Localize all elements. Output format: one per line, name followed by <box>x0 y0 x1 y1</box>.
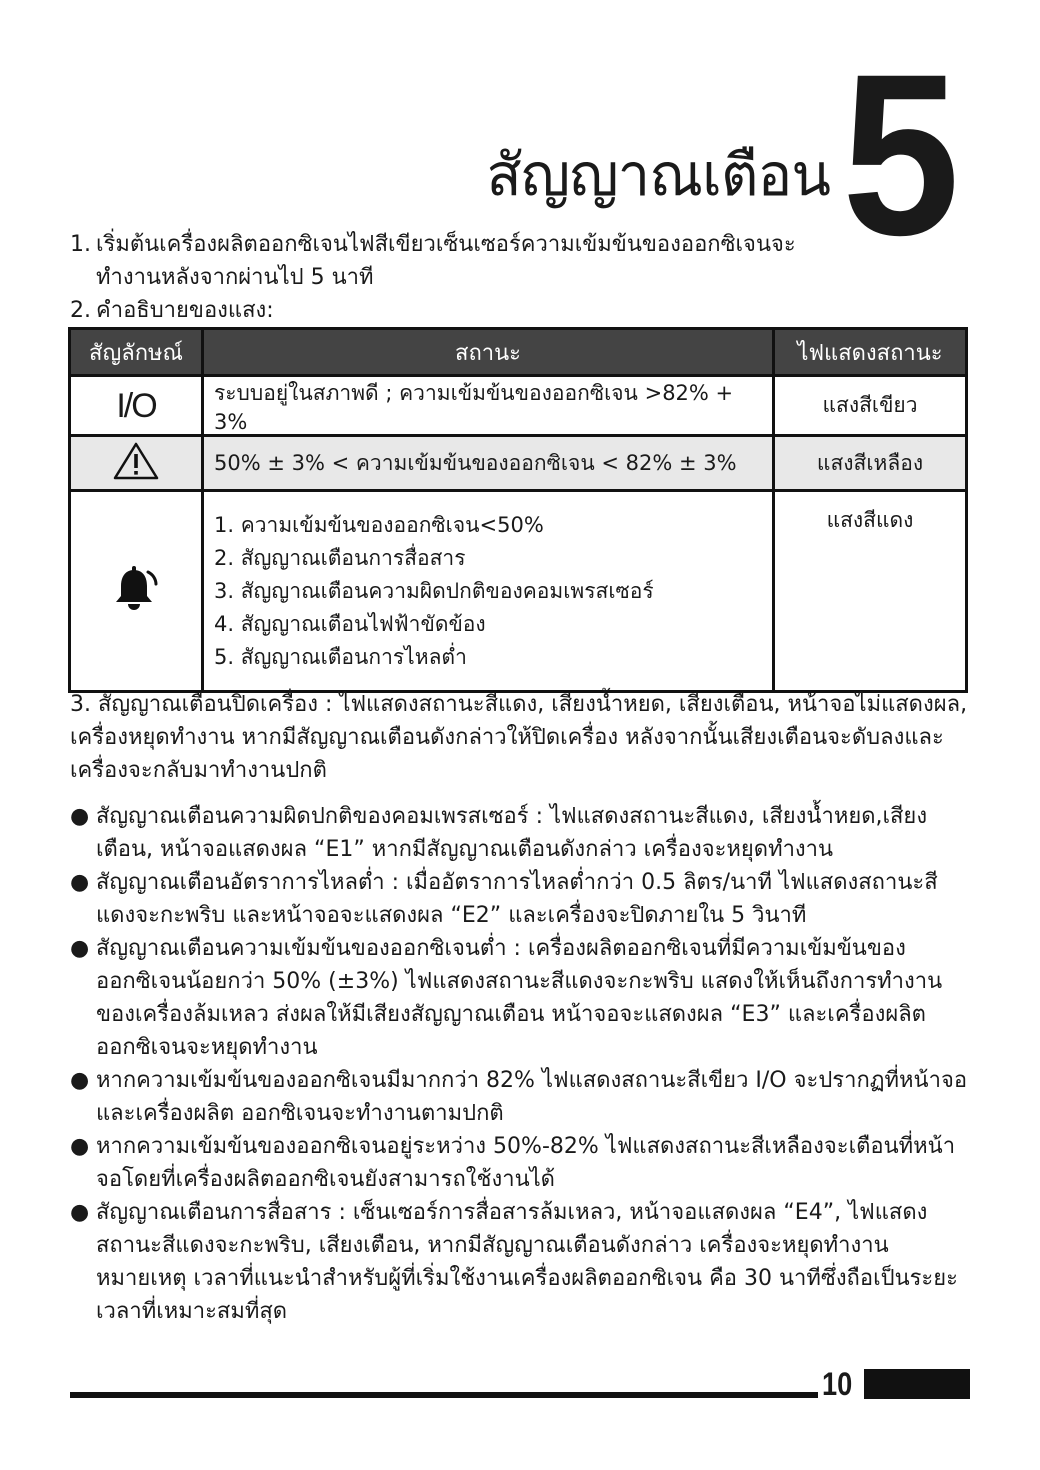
list-item: 5. สัญญาณเตือนการไหลต่ำ <box>214 644 467 669</box>
page-number: 10 <box>822 1366 853 1402</box>
list-item <box>70 1130 975 1196</box>
power-io-icon: I/O <box>116 386 156 425</box>
intro-item-number: 2. <box>70 298 91 323</box>
table-header-row <box>70 329 967 376</box>
table-row <box>70 491 967 692</box>
shutdown-alarm-paragraph: 3. สัญญาณเตือนปิดเครื่อง : ไฟแสดงสถานะสีแดง, เสียงน้ำหยด, เสียงเตือน, หน้าจอไม่แสดงผล, เครื่องหยุดทำงาน หากมีสัญญาณเตือนดังกล่าวให้ปิดเครื่อง หลังจากนั้นเสียงเตือนจะดับลงและเครื่องจะกลับมาทำงานปกติ <box>70 692 968 783</box>
symbol-cell <box>70 436 203 491</box>
light-cell: แสงสีเหลือง <box>774 436 967 491</box>
header-status: สถานะ <box>203 329 774 376</box>
list-item: 1. ความเข้มข้นของออกซิเจน<50% <box>214 512 544 537</box>
list-item: 4. สัญญาณเตือนไฟฟ้าขัดข้อง <box>214 611 486 636</box>
bullet-text: สัญญาณเตือนอัตราการไหลต่ำ : เมื่ออัตราการไหลต่ำกว่า 0.5 ลิตร/นาที ไฟแสดงสถานะสีแดงจะกะพริบ และหน้าจอจะแสดงผล “E2” และเครื่องจะปิดภายใน 5 วินาที <box>96 870 938 928</box>
bullet-text: หากความเข้มข้นของออกซิเจนอยู่ระหว่าง 50%-82% ไฟแสดงสถานะสีเหลืองจะเตือนที่หน้าจอโดยที่เครื่องผลิตออกซิเจนยังสามารถใช้งานได้ <box>96 1134 956 1192</box>
list-item <box>70 866 975 932</box>
light-cell: แสงสีแดง <box>774 491 967 692</box>
header-symbol: สัญลักษณ์ <box>70 329 203 376</box>
table-row <box>70 436 967 491</box>
list-item <box>70 1064 975 1130</box>
intro-list <box>70 228 830 327</box>
bullet-icon: ● <box>70 1068 90 1093</box>
status-table-wrap <box>68 327 968 693</box>
list-item <box>70 932 975 1064</box>
warning-triangle-icon <box>113 441 159 481</box>
page-number-bar <box>864 1369 970 1399</box>
table-row <box>70 376 967 436</box>
bullet-text: หากความเข้มข้นของออกซิเจนมีมากกว่า 82% ไฟแสดงสถานะสีเขียว I/O จะปรากฏที่หน้าจอและเครื่องผลิต ออกซิเจนจะทำงานตามปกติ <box>96 1068 968 1126</box>
bullet-text: สัญญาณเตือนการสื่อสาร : เซ็นเซอร์การสื่อสารล้มเหลว, หน้าจอแสดงผล “E4”, ไฟแสดงสถานะสีแดงจะกะพริบ, เสียงเตือน, หากมีสัญญาณเตือนดังกล่าว เครื่องจะหยุดทำงาน <box>96 1200 928 1258</box>
intro-item <box>70 294 830 327</box>
alarm-list <box>214 499 762 684</box>
list-item: 3. สัญญาณเตือนความผิดปกติของคอมเพรสเซอร์ <box>214 578 654 603</box>
list-item <box>70 800 975 866</box>
status-cell: 50% ± 3% < ความเข้มข้นของออกซิเจน < 82% ± 3% <box>203 436 774 491</box>
symbol-cell <box>70 491 203 692</box>
bullet-icon: ● <box>70 1134 90 1159</box>
chapter-number: 5 <box>842 26 953 283</box>
intro-item <box>70 228 830 294</box>
symbol-cell <box>70 376 203 436</box>
bullet-icon: ● <box>70 936 90 961</box>
header-light: ไฟแสดงสถานะ <box>774 329 967 376</box>
intro-item-number: 1. <box>70 232 91 257</box>
light-cell: แสงสีเขียว <box>774 376 967 436</box>
list-item: 2. สัญญาณเตือนการสื่อสาร <box>214 545 466 570</box>
chapter-title: สัญญาณเตือน <box>486 141 830 209</box>
intro-item-text: เริ่มต้นเครื่องผลิตออกซิเจนไฟสีเขียวเซ็นเซอร์ความเข้มข้นของออกซิเจนจะทำงานหลังจากผ่านไป 5 นาที <box>96 232 796 290</box>
list-item <box>70 1196 975 1262</box>
bullet-text: สัญญาณเตือนความผิดปกติของคอมเพรสเซอร์ : ไฟแสดงสถานะสีแดง, เสียงน้ำหยด,เสียงเตือน, หน้าจอแสดงผล “E1” หากมีสัญญาณเตือนดังกล่าว เครื่องจะหยุดทำงาน <box>96 804 928 862</box>
bullet-icon: ● <box>70 870 90 895</box>
bullet-icon: ● <box>70 1200 90 1225</box>
footer-divider <box>70 1392 818 1398</box>
alarm-bullet-list <box>70 800 975 1328</box>
alarm-bell-icon <box>112 564 160 614</box>
bullet-text: สัญญาณเตือนความเข้มข้นของออกซิเจนต่ำ : เครื่องผลิตออกซิเจนที่มีความเข้มข้นของออกซิเจนน้อยกว่า 50% (±3%) ไฟแสดงสถานะสีแดงจะกะพริบ แสดงให้เห็นถึงการทำงานของเครื่องล้มเหลว ส่งผลให้มีเสียงสัญญาณเตือน หน้าจอจะแสดงผล “E3” และเครื่องผลิตออกซิเจนจะหยุดทำงาน <box>96 936 943 1060</box>
status-cell <box>203 491 774 692</box>
intro-item-text: คำอธิบายของแสง: <box>96 298 274 323</box>
status-cell: ระบบอยู่ในสภาพดี ; ความเข้มข้นของออกซิเจน >82% + 3% <box>203 376 774 436</box>
bullet-icon: ● <box>70 804 90 829</box>
status-table <box>68 327 968 693</box>
note-text: หมายเหตุ เวลาที่แนะนำสำหรับผู้ที่เริ่มใช้งานเครื่องผลิตออกซิเจน คือ 30 นาทีซึ่งถือเป็นระยะเวลาที่เหมาะสมที่สุด <box>96 1266 958 1324</box>
